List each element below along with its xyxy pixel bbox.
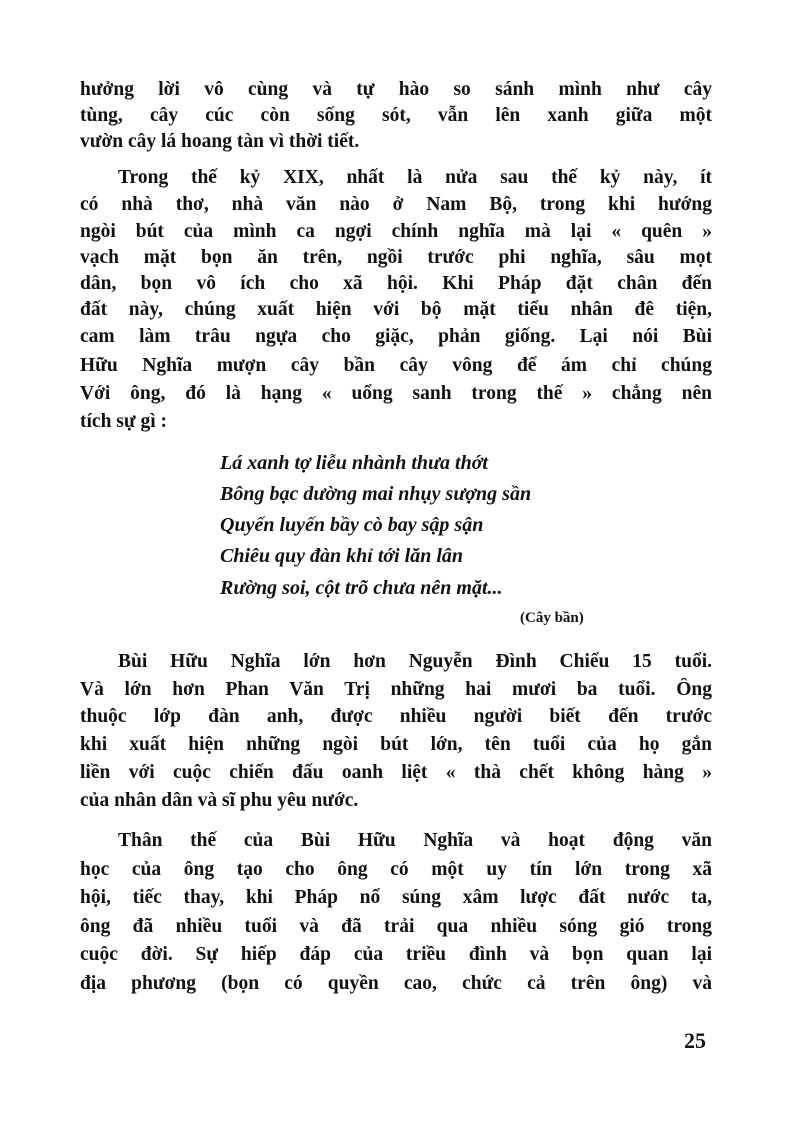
text-line: Và lớn hơn Phan Văn Trị những hai mươi ba tuổi. Ông	[80, 679, 712, 700]
text-line: vườn cây lá hoang tàn vì thời tiết.	[80, 131, 360, 152]
poem-line: Bông bạc dường mai nhụy sượng sần	[220, 483, 532, 505]
text-line: địa phương (bọn có quyền cao, chức cả trên ông) và	[80, 973, 712, 994]
text-line: ngòi bút của mình ca ngợi chính nghĩa mà lại « quên »	[80, 221, 712, 242]
poem-line: Quyến luyến bầy cò bay sập sận	[220, 514, 484, 536]
text-line: khi xuất hiện những ngòi bút lớn, tên tuổi của họ gắn	[80, 734, 712, 755]
text-line: cuộc đời. Sự hiếp đáp của triều đình và bọn quan lại	[80, 944, 712, 965]
text-line: tích sự gì :	[80, 411, 167, 432]
text-line: Bùi Hữu Nghĩa lớn hơn Nguyễn Đình Chiểu 15 tuổi.	[118, 651, 712, 672]
text-line: Hữu Nghĩa mượn cây bần cây vông để ám chỉ chúng	[80, 355, 712, 376]
text-line: Với ông, đó là hạng « uổng sanh trong thế » chẳng nên	[80, 383, 712, 404]
text-line: tùng, cây cúc còn sống sót, vẫn lên xanh giữa một	[80, 105, 712, 126]
poem-source: (Cây bần)	[520, 610, 584, 626]
text-line: có nhà thơ, nhà văn nào ở Nam Bộ, trong khi hướng	[80, 194, 712, 215]
poem-line: Lá xanh tợ liễu nhành thưa thớt	[220, 452, 488, 474]
poem-line: Chiêu quy đàn khỉ tới lăn lân	[220, 545, 464, 567]
text-line: của nhân dân và sĩ phu yêu nước.	[80, 790, 359, 811]
text-line: cam làm trâu ngựa cho giặc, phản giống. Lại nói Bùi	[80, 326, 712, 347]
text-line: Thân thế của Bùi Hữu Nghĩa và hoạt động văn	[118, 830, 712, 851]
text-line: hội, tiếc thay, khi Pháp nổ súng xâm lược đất nước ta,	[80, 887, 712, 908]
text-line: liền với cuộc chiến đấu oanh liệt « thà chết không hàng »	[80, 762, 712, 783]
text-line: học của ông tạo cho ông có một uy tín lớn trong xã	[80, 859, 712, 880]
text-line: hưởng lời vô cùng và tự hào so sánh mình như cây	[80, 79, 712, 100]
text-line: vạch mặt bọn ăn trên, ngồi trước phi nghĩa, sâu mọt	[80, 247, 712, 268]
page-number: 25	[684, 1028, 706, 1053]
text-line: dân, bọn vô ích cho xã hội. Khi Pháp đặt chân đến	[80, 273, 712, 294]
text-line: thuộc lớp đàn anh, được nhiều người biết đến trước	[80, 706, 712, 727]
text-line: đất này, chúng xuất hiện với bộ mặt tiểu nhân đê tiện,	[80, 299, 712, 320]
text-line: Trong thế kỷ XIX, nhất là nửa sau thế kỷ này, ít	[118, 167, 712, 188]
poem-line: Rường soi, cột trõ chưa nên mặt...	[220, 577, 503, 599]
text-line: ông đã nhiều tuổi và đã trải qua nhiều sóng gió trong	[80, 916, 712, 937]
